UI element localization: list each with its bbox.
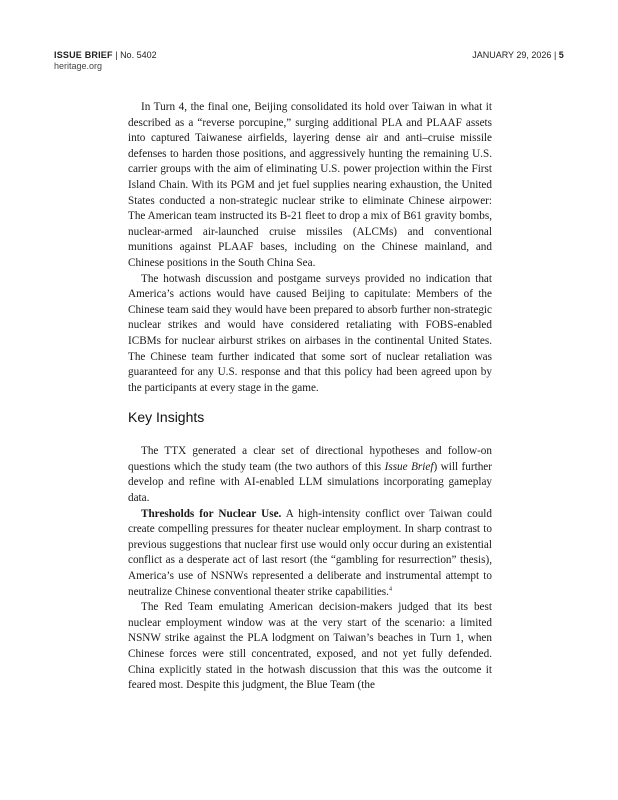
- footnote-marker: 4: [388, 585, 392, 592]
- series-label: ISSUE BRIEF: [54, 50, 113, 60]
- paragraph-turn-4: In Turn 4, the final one, Beijing consolidated its hold over Taiwan in what it described as a “reverse porcupine,” surging additional PLA and PLAAF assets into captured Taiwanese airfields, layering dense air and anti–cruise missile defenses to harden those positions, and aggressively hunting the remaining U.S. carrier groups with the aim of eliminating U.S. power projection within the First Island Chain. With its PGM and jet fuel supplies nearing exhaustion, the United States conducted a non-strategic nuclear strike to eliminate Chinese airpower: The American team instructed its B-21 fleet to drop a mix of B61 gravity bombs, nuclear-armed air-launched cruise missiles (ALCMs) and conventional munitions against PLAAF bases, including on the Chinese mainland, and Chinese positions in the South China Sea.: [128, 101, 492, 269]
- header-separator: |: [112, 50, 121, 60]
- paragraph-thresholds-text: A high-intensity conflict over Taiwan could create compelling pressures for theater nuclear employment. In sharp contrast to previous suggestions that nuclear first use would only occur during an existential conflict as a desperate act of last resort (the “gambling for resurrection” thesis), America’s use of NSNWs represented a deliberate and instrumental attempt to neutralize Chinese conventional theater strike capabilities.: [128, 507, 492, 598]
- article-body: [128, 100, 492, 694]
- thresholds-run-in-heading: Thresholds for Nuclear Use.: [141, 507, 282, 520]
- paragraph-ttx-text-a: The TTX generated a clear set of directional hypotheses and follow-on questions which the study team (the two authors of this: [128, 445, 492, 473]
- issue-number: No. 5402: [120, 50, 157, 60]
- paragraph-red-team: The Red Team emulating American decision-makers judged that its best nuclear employment window was at the very start of the scenario: a limited NSNW strike against the PLA lodgment on Taiwan’s beaches in Turn 1, when Chinese forces were still concentrated, exposed, and not yet fully defended. China explicitly stated in the hotwash discussion that this was the outcome it feared most. Despite this judgment, the Blue Team (the: [128, 601, 492, 692]
- header-left: [54, 50, 157, 72]
- page-number: 5: [558, 50, 564, 60]
- page-separator: |: [551, 50, 559, 60]
- issue-brief-title: Issue Brief: [384, 460, 434, 473]
- section-heading-key-insights: Key Insights: [128, 409, 205, 426]
- publication-date: JANUARY 29, 2026: [472, 50, 552, 60]
- paragraph-ttx-text-b: ) will further develop and refine with AI-enabled LLM simulations incorporating gameplay data.: [128, 460, 492, 505]
- paragraph-ttx: [128, 444, 492, 506]
- paragraph-hotwash: The hotwash discussion and postgame surveys provided no indication that America’s actions would have caused Beijing to capitulate: Members of the Chinese team said they would have been prepared to absorb further non-strategic nuclear strikes and would have considered retaliating with FOBS-enabled ICBMs for nuclear airburst strikes on airbases in the continental United States. The Chinese team further indicated that some sort of nuclear retaliation was guaranteed for any U.S. response and that this policy had been agreed upon by the participants at every stage in the game.: [128, 272, 492, 394]
- paragraph-thresholds: [128, 507, 492, 601]
- header-right: [472, 50, 564, 61]
- site-url: heritage.org: [54, 61, 103, 71]
